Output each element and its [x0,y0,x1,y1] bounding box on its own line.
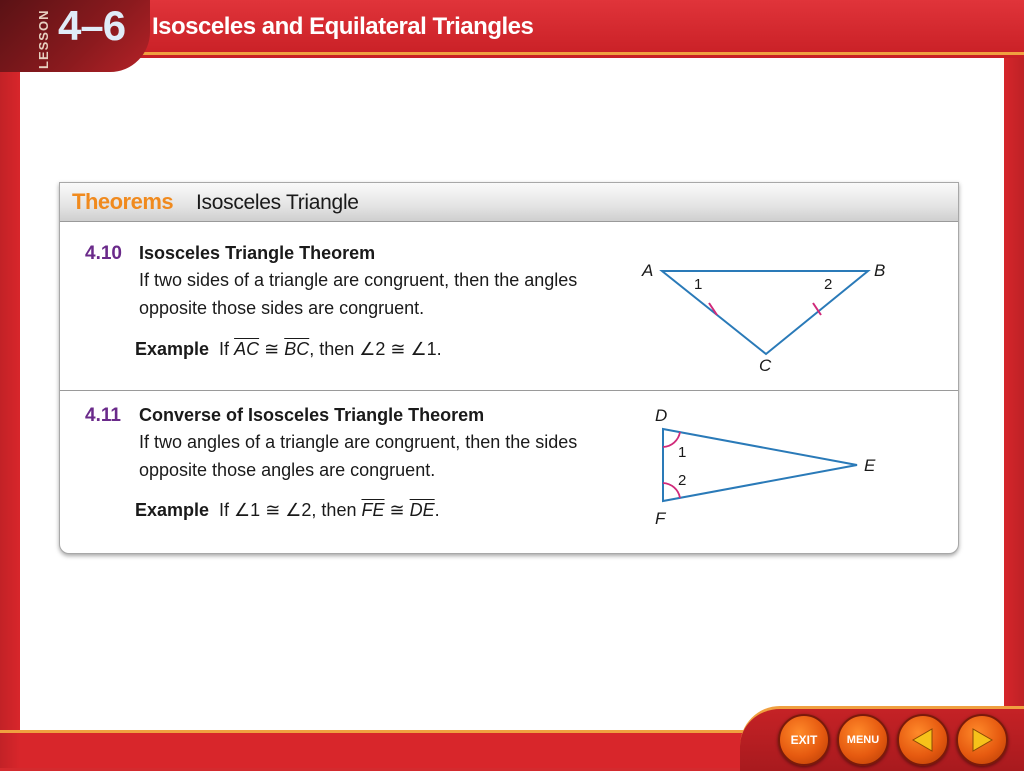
example-label: Example [135,500,210,520]
congruent-symbol: ≅ [264,339,280,359]
theorem-name: Isosceles Triangle Theorem [139,243,376,263]
triangle-def [663,429,857,501]
isosceles-triangle-diagram [630,251,900,376]
angle-label-2: 2 [824,276,833,293]
angle-label-1: 1 [694,276,703,293]
example-if: If ∠1 ≅ ∠2, then [219,500,357,520]
menu-button[interactable]: MENU [837,714,889,766]
theorem-number: 4.11 [85,405,121,426]
angle-label-1: 1 [678,444,687,461]
vertex-label-f: F [655,509,666,528]
previous-button[interactable] [897,714,949,766]
segment-bc: $\overline{BC}$ [284,339,310,359]
vertex-label-b: B [874,261,886,280]
converse-triangle-diagram [645,403,905,533]
vertex-label-c: C [759,356,772,375]
segment-ac: $\overline{AC}$ [234,339,260,359]
angle-label-2: 2 [678,472,687,489]
theorem-statement: If two angles of a triangle are congruent, then the sides opposite those angles are congruent. [139,432,578,480]
header-accent-line [120,52,1024,55]
panel-topic: Isosceles Triangle [196,191,359,214]
panel-header [60,183,958,222]
theorem-number: 4.10 [85,243,122,264]
vertex-label-d: D [655,406,668,425]
segment-fe: $\overline{FE}$ [361,500,385,520]
theorem-name: Converse of Isosceles Triangle Theorem [139,405,485,425]
panel-heading: Theorems [72,189,174,214]
vertex-label-a: A [642,261,654,280]
exit-button[interactable]: EXIT [778,714,830,766]
theorem-panel [59,182,959,554]
theorem-statement: If two sides of a triangle are congruent, then the angles opposite those sides are congruent. [139,270,578,318]
right-arrow-icon [967,725,997,755]
theorem-divider [60,390,958,391]
footer-accent-line [0,730,780,733]
example-if: If [219,339,230,359]
example-conclusion: , then ∠2 ≅ ∠1. [309,339,442,359]
congruent-symbol: ≅ [389,500,405,520]
example-end: . [434,500,440,520]
segment-de: $\overline{DE}$ [409,500,435,520]
lesson-word: LESSON [36,9,51,69]
theorem-example [135,500,440,521]
example-label: Example [135,339,210,359]
lesson-number: 4–6 [58,2,126,49]
page-title: Isosceles and Equilateral Triangles [152,13,534,40]
left-arrow-icon [908,725,938,755]
triangle-abc [662,271,868,354]
theorem-example [135,339,442,360]
vertex-label-e: E [864,456,876,475]
next-button[interactable] [956,714,1008,766]
